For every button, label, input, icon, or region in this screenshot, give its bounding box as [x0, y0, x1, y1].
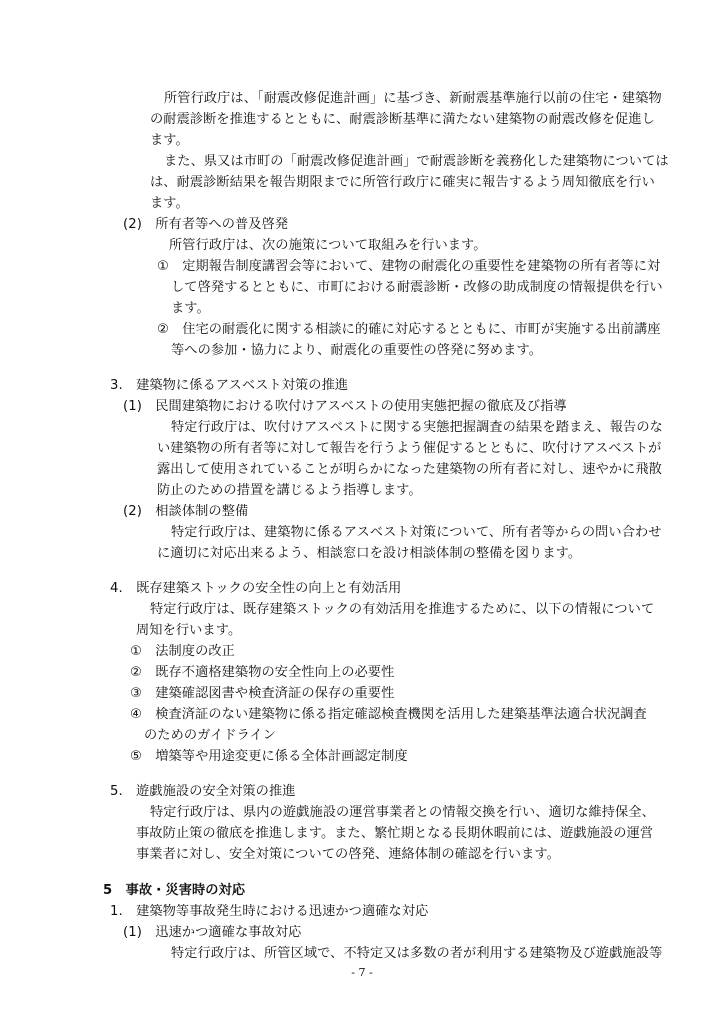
- list-item-continuation: ます。: [171, 301, 210, 316]
- list-item: ④ 検査済証のない建築物に係る指定確認検査機関を活用した建築基準法適合状況調査: [130, 707, 647, 722]
- list-item: ② 住宅の耐震化に関する相談に的確に対応するとともに、市町が実施する出前講座: [157, 322, 661, 337]
- chapter-heading: 5 事故・災害時の対応: [103, 883, 246, 898]
- subsection-heading: (1) 民間建築物における吹付けアスベストの使用実態把握の徹底及び指導: [123, 399, 567, 414]
- list-item: ③ 建築確認図書や検査済証の保存の重要性: [130, 686, 395, 701]
- section-heading: 3. 建築物に係るアスベスト対策の推進: [110, 378, 349, 393]
- subsection-heading: (2) 相談体制の整備: [123, 504, 249, 519]
- paragraph-line: に適切に対応出来るよう、相談窓口を設け相談体制の整備を図ります。: [157, 546, 582, 561]
- paragraph-line: 事故防止策の徹底を推進します。また、繁忙期となる長期休暇前には、遊戯施設の運営: [136, 826, 654, 841]
- paragraph-line: い建築物の所有者等に対して報告を行うよう催促するとともに、吹付けアスベストが: [157, 441, 662, 456]
- page-number: - 7 -: [351, 966, 373, 979]
- paragraph-line: 防止のための措置を講じるよう指導します。: [157, 483, 422, 498]
- paragraph-line: 特定行政庁は、所管区域で、不特定又は多数の者が利用する建築物及び遊戯施設等: [171, 946, 663, 961]
- paragraph-line: 事業者に対し、安全対策についての啓発、連絡体制の確認を行います。: [136, 847, 560, 862]
- section-heading: 4. 既存建築ストックの安全性の向上と有効活用: [110, 581, 402, 596]
- paragraph-line: 特定行政庁は、建築物に係るアスベスト対策について、所有者等からの問い合わせ: [171, 525, 662, 540]
- section-heading: 1. 建築物等事故発生時における迅速かつ適確な対応: [110, 904, 429, 919]
- list-item: ② 既存不適格建築物の安全性向上の必要性: [130, 665, 395, 680]
- subsection-heading: (2) 所有者等への普及啓発: [123, 217, 289, 232]
- paragraph-line: 特定行政庁は、吹付けアスベストに関する実態把握調査の結果を踏まえ、報告のな: [171, 420, 663, 435]
- list-item-continuation: して啓発するとともに、市町における耐震診断・改修の助成制度の情報提供を行い: [171, 280, 663, 295]
- list-item: ① 定期報告制度講習会等において、建物の耐震化の重要性を建築物の所有者等に対: [157, 259, 661, 274]
- section-heading: 5. 遊戯施設の安全対策の推進: [110, 784, 296, 799]
- paragraph-line: また、県又は市町の「耐震改修促進計画」で耐震診断を義務化した建築物については: [164, 154, 669, 169]
- paragraph-line: 所管行政庁は、「耐震改修促進計画」に基づき、新耐震基準施行以前の住宅・建築物: [164, 91, 662, 106]
- paragraph-line: 特定行政庁は、県内の遊戯施設の運営事業者との情報交換を行い、適切な維持保全、: [150, 805, 655, 820]
- paragraph-line: の耐震診断を推進するとともに、耐震診断基準に満たない建築物の耐震改修を促進し: [150, 112, 655, 127]
- paragraph-line: は、耐震診断結果を報告期限までに所管行政庁に確実に報告するよう周知徹底を行い: [150, 175, 655, 190]
- paragraph-line: 特定行政庁は、既存建築ストックの有効活用を推進するために、以下の情報について: [150, 602, 655, 617]
- list-item-continuation: 等への参加・協力により、耐震化の重要性の啓発に努めます。: [171, 343, 542, 358]
- paragraph-line: ます。: [150, 133, 189, 148]
- list-item-continuation: のためのガイドライン: [144, 728, 277, 743]
- paragraph-line: 周知を行います。: [136, 623, 242, 638]
- list-item: ① 法制度の改正: [130, 644, 235, 659]
- paragraph-line: ます。: [150, 196, 189, 211]
- paragraph-line: 所管行政庁は、次の施策について取組みを行います。: [169, 238, 487, 253]
- paragraph-line: 露出して使用されていることが明らかになった建築物の所有者に対し、速やかに飛散: [157, 462, 662, 477]
- list-item: ⑤ 増築等や用途変更に係る全体計画認定制度: [130, 749, 408, 764]
- subsection-heading: (1) 迅速かつ適確な事故対応: [123, 925, 302, 940]
